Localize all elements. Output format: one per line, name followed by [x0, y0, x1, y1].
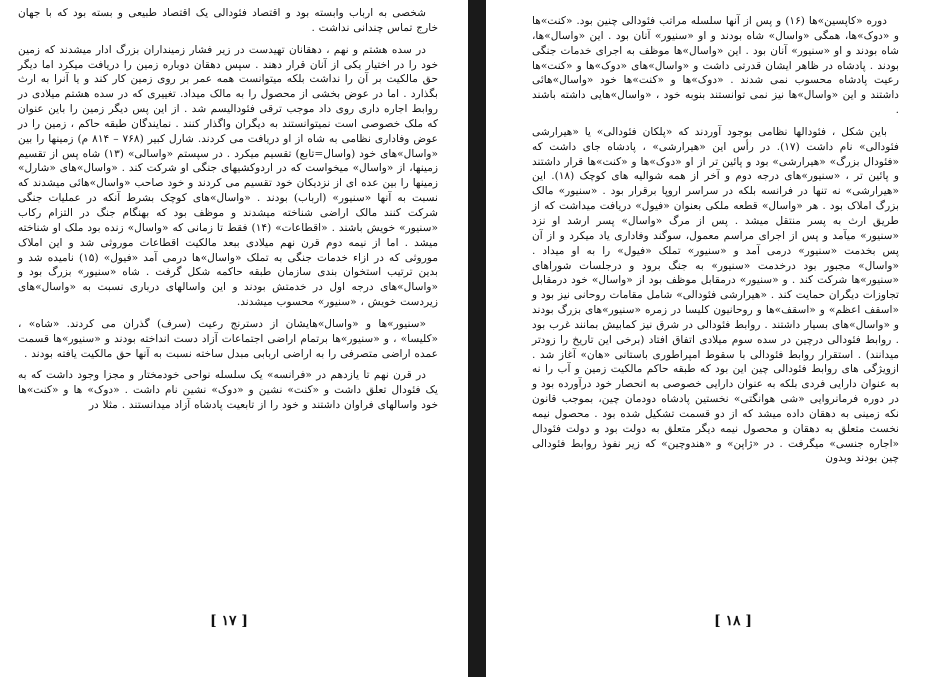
right-page [486, 0, 943, 677]
left-paragraph-1: شخصی به ارباب وابسته بود و اقتصاد فئودالی یک اقتصاد طبیعی و بسته بود که با جهان خارج تماس چندانی نداشت . [18, 7, 438, 34]
left-paragraph-3: «سنیور»ها و «واسال»هایشان از دسترنج رعیت (سرف) گذران می کردند. «شاه» ، «کلیسا» ، و «سنیور»ها برتمام اراضی اجتماعات آزاد دست انداخته بودند و «سنیور»ها قسمت عمده اراضی متصرفی را به اراضی اربابی مبدل ساخته نسبت به آنها حق مالکیت یافته بودند . [18, 317, 438, 360]
right-page-text [532, 14, 899, 466]
right-paragraph-2: باین شکل ، فئودالها نظامی بوجود آوردند که «پلکان فئودالی» یا «هیرارشی فئودالی» نام داشت (۱۷). در رأس این «هیرارشی» ، پادشاه جای داشت که «فئودال بزرگ» «هیرارشی» بود و پائین تر از او «دوک»ها و «کنت»ها قرار داشتند و پائین تر ، «سنیور»های درجه دوم و آخر از همه شوالیه های کوچک (۱۸). این «هیرارشی» نه تنها در فرانسه بلکه در سراسر اروپا برقرار بود . «سنیور» مالک بزرگ املاک بود . هر «واسال» قطعه ملکی بعنوان «فیول» دریافت میداشت که از طریق ارث به پسر منتقل میشد . پس از مرگ «واسال» پسر ارشد او نزد «سنیور» میآمد و پس از اجرای مراسم معمول، سوگند وفاداری یاد میکرد و از آن پس بخدمت «سنیور» درمی آمد و «سنیور» تملک «فیول» را به او میداد . «واسال» مجبور بود درخدمت «سنیور» به جنگ برود و درجلسات شوراهای «سنیور»ها شرکت کند . و «سنیور» درمقابل موظف بود از «واسال» خود درمقابل تجاوزات دیگران حمایت کند . «هیرارشی فئودالی» شامل مقامات روحانی نیز بود و «اسقف اعظم» و «اسقف»ها و روحانیون کلیسا در زمره «سنیور»های بزرگ بودند و «واسال»های بسیار داشتند . روابط فئودالی در شرق نیز کمابیش بمانند غرب بود . روابط فئودالی درچین در سده سوم میلادی اتفاق افتاد (برخی این تاریخ را زودتر میدانند) . استقرار روابط فئودالی با سقوط امپراطوری باستانی «هان» آغاز شد . ازویژگی های روابط فئودالی چین این بود که طبقه حاکم مالکیت زمین و آب را نه به عنوان دارایی فردی بلکه به عنوان دارایی خصوصی به انحصار خود درآورده بود و در دوره فرمانروایی «شی هوانگتی» نخستین پادشاه دودمان چین، بموجب قانون نکه زمینی به دهقان داده میشد که از دو قسمت تشکیل شده بود . محصول نیمه نخست متعلق به دهقان و محصول نیمه دیگر متعلق به دولت بود و دولت فئودال «اجاره جنسی» میگرفت . در «ژاپن» و «هندوچین» که زیر نفوذ روابط فئودالی چین بودند وبدون [532, 125, 900, 465]
book-gutter [468, 0, 486, 677]
right-page-number: [ ۱۸ ] [714, 613, 753, 629]
left-page-number: [ ۱۷ ] [210, 613, 249, 629]
left-page-text [18, 6, 438, 413]
left-paragraph-4: در قرن نهم تا یازدهم در «فرانسه» یک سلسله نواحی خودمختار و مجزا وجود داشت که به یک فئودال تعلق داشت و «کنت» نشین و «دوک» نشین نام داشت . «دوک» ها و «کنت»ها خود واسالهای فراوان داشتند و خود را از تابعیت پادشاه آزاد میدانستند . مثلا در [18, 369, 438, 412]
left-page [0, 0, 468, 677]
left-paragraph-2: در سده هشتم و نهم ، دهقانان تهیدست در زیر فشار زمینداران بزرگ ادار میشدند که زمین خود را در اختیار یکی از آنان قرار دهند . سپس دهقان دوباره زمین را دریافت میکرد اما دیگر حق مالکیت بر آن را نداشت بلکه میتوانست همه عمر بر روی زمین کار کند و یا آنرا به ارث بگذارد . اما در عوض بخشی از محصول را به مالک میداد. تغییری که در سده هشتم میلادی در روابط اجاره داری روی داد موجب ترقی فئودالیسم شد . از این پس دیگر زمین را باین عنوان که ملک خصوصی است نمیتوانستند به دیگران واگذار کنند . نمایندگان طبقه حاکم ، زمین را در عوض وفاداری نظامی به شاه از او دریافت می کردند. شارل کبیر (۷۶۸ – ۸۱۴ م) زمینها را بین «واسال»های خود (واسال=تابع) تقسیم میکرد . در سپستم «واسالی» (۱۳) شاه پس از تقسیم زمینها، از «واسال» میخواست که در اردوکشیهای جنگی او شرکت کند . «واسال»های «شارل» زمینها را بین عده ای از نزدیکان خود تقسیم می کردند و خود صاحب «واسال»هائی میشدند که نسبت به آنها «سنیور» (ارباب) بودند . «واسال»های کوچک بشرط آنکه در عملیات جنگی شرکت کنند مالک اراضی شناخته میشدند و موظف بود که بهنگام جنگ در التزام رکاب «سنیور» خویش باشند . «اقطاعات» (۱۴) فقط تا زمانی که «واسال» زنده بود ملک او شناخته میشد . اما از نیمه دوم قرن نهم میلادی ببعد مالکیت اقطاعات موروثی شد و این املاک موروثی که در ازاء خدمات جنگی به تملک «واسال»ها درمی آمد «فیول» (۱۵) نامیده شد و بدین ترتیب استخوان بندی سازمان طبقه حاکمه شکل گرفت . شاه «سنیور» بزرگ بود و «واسال»های درجه اول در خدمتش بودند و این واسالهای درباری نسبت به «واسال»های زیردست خویش ، «سنیور» محسوب میشدند. [18, 43, 439, 309]
right-paragraph-1: دوره «کاپسین»ها (۱۶) و پس از آنها سلسله مراتب فئودالی چنین بود. «کنت»ها و «دوک»ها، همگی «واسال» شاه بودند و او «سنیور» آنان بود . این «واسال»ها، شاه بودند و او «سنیور» آنان بود . این «واسال»ها موظف به اجرای خدمات جنگی بودند . پادشاه در ظاهر ایشان قدرتی داشت و «واسال»های «دوک»ها و «کنت»ها رعیت پادشاه محسوب نمی شدند . «دوک»ها و «کنت»ها خود «واسال»هائی داشتند و این «واسال»ها نیز نمی توانستند بنوبه خود ، «واسال»هایی داشته باشند . [532, 15, 899, 117]
